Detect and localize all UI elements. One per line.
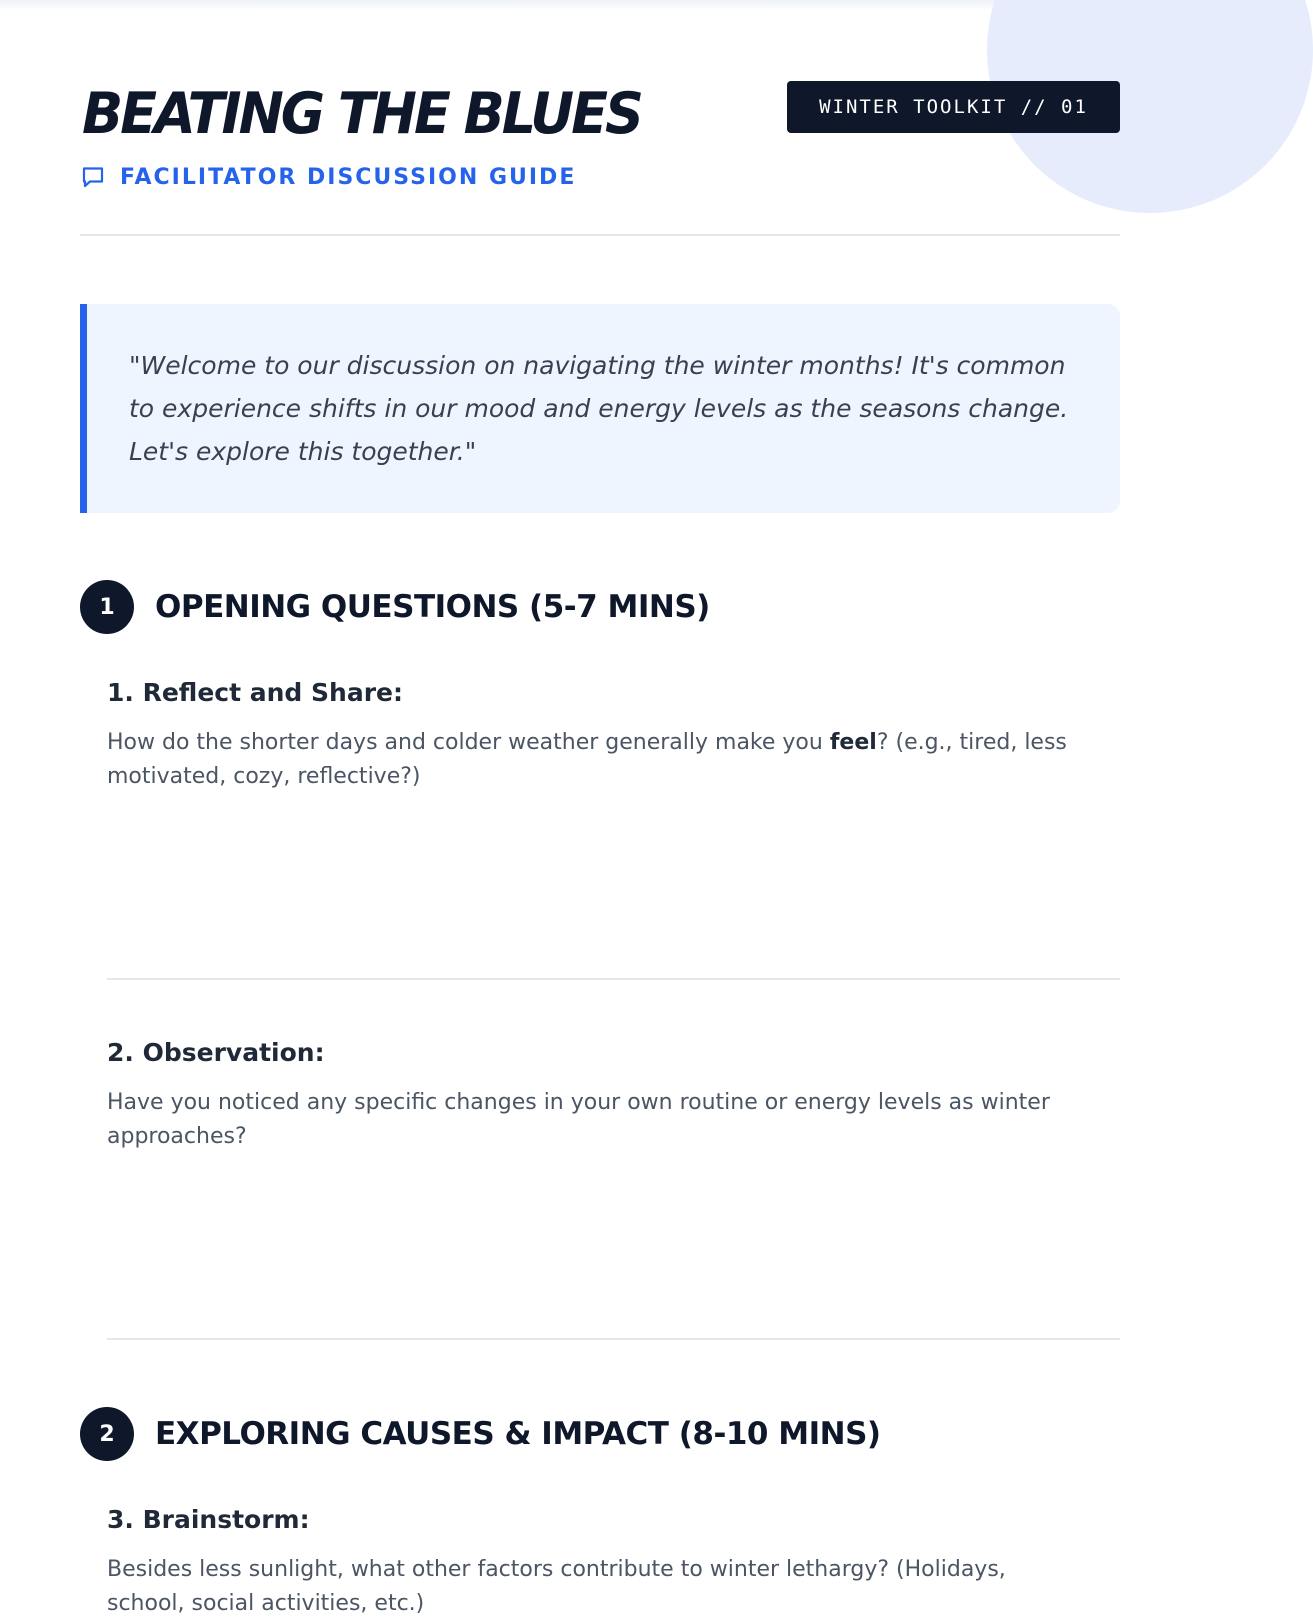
question-body bbox=[107, 726, 1067, 794]
question-body: Have you noticed any specific changes in your own routine or energy levels as winter approaches? bbox=[107, 1090, 1050, 1149]
question-text: ? (e.g., tired, less motivated, cozy, reflective?) bbox=[107, 730, 1067, 789]
chat-bubble-icon bbox=[80, 164, 106, 190]
question-item bbox=[107, 1037, 1120, 1154]
intro-quote: "Welcome to our discussion on navigating the winter months! It's common to experience shifts in our mood and energy levels as the seasons change. Let's explore this together." bbox=[129, 351, 1069, 466]
question-text: How do the shorter days and colder weather generally make you bbox=[107, 730, 830, 755]
question-title: 1. Reflect and Share: bbox=[107, 678, 403, 707]
question-emphasis: feel bbox=[829, 730, 877, 755]
section-heading-2 bbox=[80, 1407, 881, 1461]
question-item bbox=[107, 677, 1120, 794]
answer-line bbox=[107, 978, 1120, 980]
subtitle-row bbox=[80, 160, 576, 194]
answer-line bbox=[107, 1338, 1120, 1340]
section-title: EXPLORING CAUSES & IMPACT (8-10 MINS) bbox=[155, 1416, 881, 1452]
section-number-badge: 2 bbox=[80, 1407, 134, 1461]
section-number-badge: 1 bbox=[80, 580, 134, 634]
intro-quote-box bbox=[80, 304, 1120, 513]
question-body: Besides less sunlight, what other factors contribute to winter lethargy? (Holidays, school, social activities, etc.) bbox=[107, 1557, 1006, 1616]
header-divider bbox=[80, 234, 1120, 236]
page-subtitle: FACILITATOR DISCUSSION GUIDE bbox=[120, 164, 577, 190]
page-title: BEATING THE BLUES bbox=[82, 80, 641, 147]
question-title: 2. Observation: bbox=[107, 1038, 325, 1067]
toolkit-tag: WINTER TOOLKIT // 01 bbox=[787, 81, 1120, 133]
section-heading-1 bbox=[80, 580, 710, 634]
section-title: OPENING QUESTIONS (5-7 MINS) bbox=[155, 589, 710, 625]
question-title: 3. Brainstorm: bbox=[107, 1505, 310, 1534]
question-item bbox=[107, 1504, 1120, 1621]
